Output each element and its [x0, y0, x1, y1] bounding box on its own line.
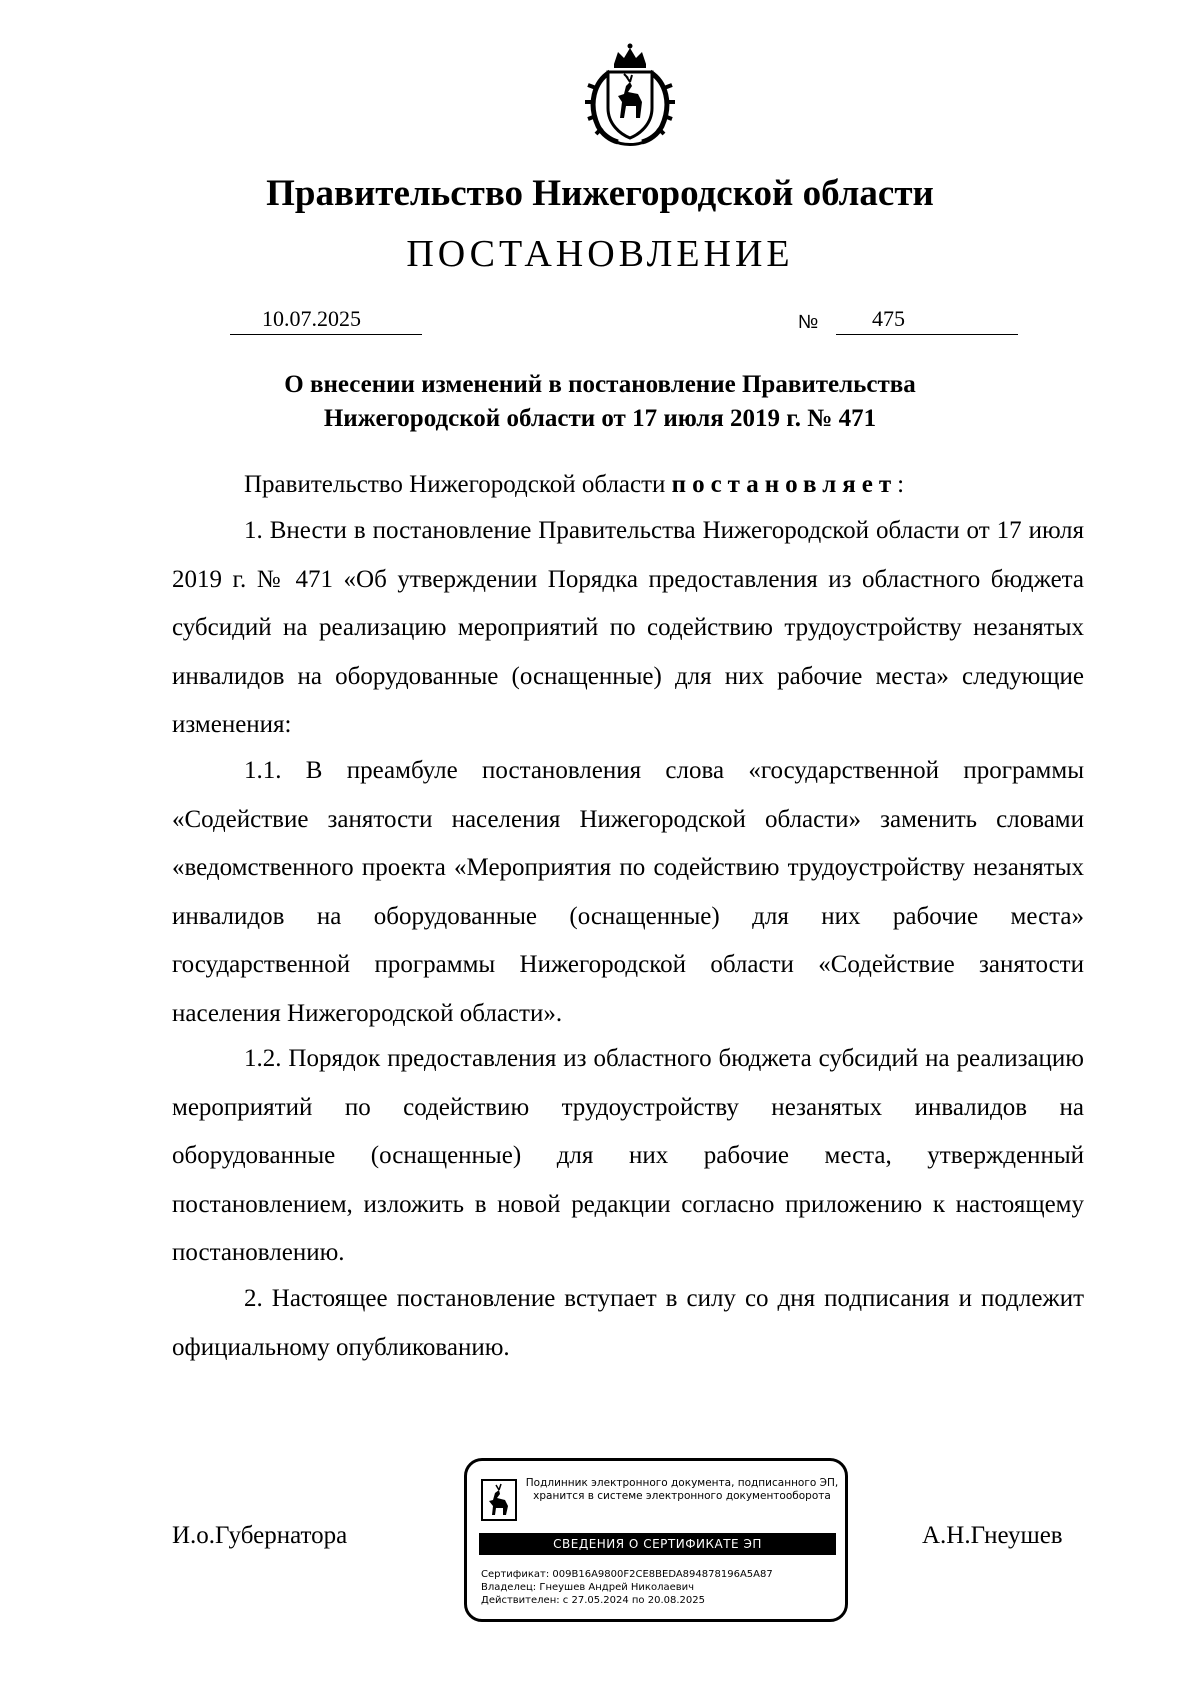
- stamp-validity: Действителен: с 27.05.2024 по 20.08.2025: [481, 1595, 705, 1606]
- stamp-certificate-header: СВЕДЕНИЯ О СЕРТИФИКАТЕ ЭП: [479, 1533, 836, 1555]
- preamble-colon: :: [897, 471, 905, 498]
- coat-of-arms-emblem: [574, 42, 686, 148]
- paragraph-2: 2. Настоящее постановление вступает в силу со дня подписания и подлежит официальному опубликованию.: [172, 1285, 1084, 1361]
- paragraph-1-2: 1.2. Порядок предоставления из областного бюджета субсидий на реализацию мероприятий по содействию трудоустройству незанятых инвалидов на оборудованные (оснащенные) для них рабочие места, утвержденный постановлением, изложить в новой редакции согласно приложению к настоящему постановлению.: [172, 1045, 1084, 1266]
- document-number: 475: [872, 306, 905, 331]
- date-field: [230, 302, 422, 335]
- stamp-owner: Владелец: Гнеушев Андрей Николаевич: [481, 1582, 695, 1593]
- preamble-decree-word: постановляет: [671, 471, 898, 498]
- signatory-name: А.Н.Гнеушев: [922, 1522, 1063, 1549]
- stamp-note: [523, 1477, 841, 1503]
- electronic-signature-stamp: [464, 1458, 848, 1622]
- stamp-emblem-icon: [481, 1479, 517, 1521]
- document-subject: [180, 368, 1020, 436]
- signatory-position: И.о.Губернатора: [172, 1522, 348, 1549]
- paragraph-1-1: 1.1. В преамбуле постановления слова «государственной программы «Содействие занятости населения Нижегородской области» заменить словами «ведомственного проекта «Мероприятия по содействию трудоустройству незанятых инвалидов на оборудованные (оснащенные) для них рабочие места» государственной программы Нижегородской области «Содействие занятости населения Нижегородской области».: [172, 757, 1084, 1027]
- stamp-note-line-1: Подлинник электронного документа, подписанного ЭП,: [525, 1477, 839, 1489]
- document-type: ПОСТАНОВЛЕНИЕ: [406, 233, 794, 275]
- paragraph-1: 1. Внести в постановление Правительства Нижегородской области от 17 июля 2019 г. № 471 «Об утверждении Порядка предоставления из областного бюджета субсидий на реализацию мероприятий по содействию трудоустройству незанятых инвалидов на оборудованные (оснащенные) для них рабочие места» следующие изменения:: [172, 517, 1084, 738]
- number-field: [836, 302, 1018, 335]
- stamp-note-line-2: хранится в системе электронного документооборота: [533, 1490, 831, 1502]
- subject-line-1: О внесении изменений в постановление Правительства: [284, 371, 916, 398]
- stamp-certificate-id: Сертификат: 009B16A9800F2CE8BEDA894878196A5A87: [481, 1569, 773, 1580]
- preamble-text: Правительство Нижегородской области: [244, 471, 672, 498]
- preamble-paragraph: [172, 461, 1084, 510]
- document-date: 10.07.2025: [262, 306, 361, 331]
- government-title: Правительство Нижегородской области: [266, 173, 934, 214]
- number-sign: №: [798, 312, 819, 333]
- subject-line-2: Нижегородской области от 17 июля 2019 г. № 471: [323, 405, 877, 432]
